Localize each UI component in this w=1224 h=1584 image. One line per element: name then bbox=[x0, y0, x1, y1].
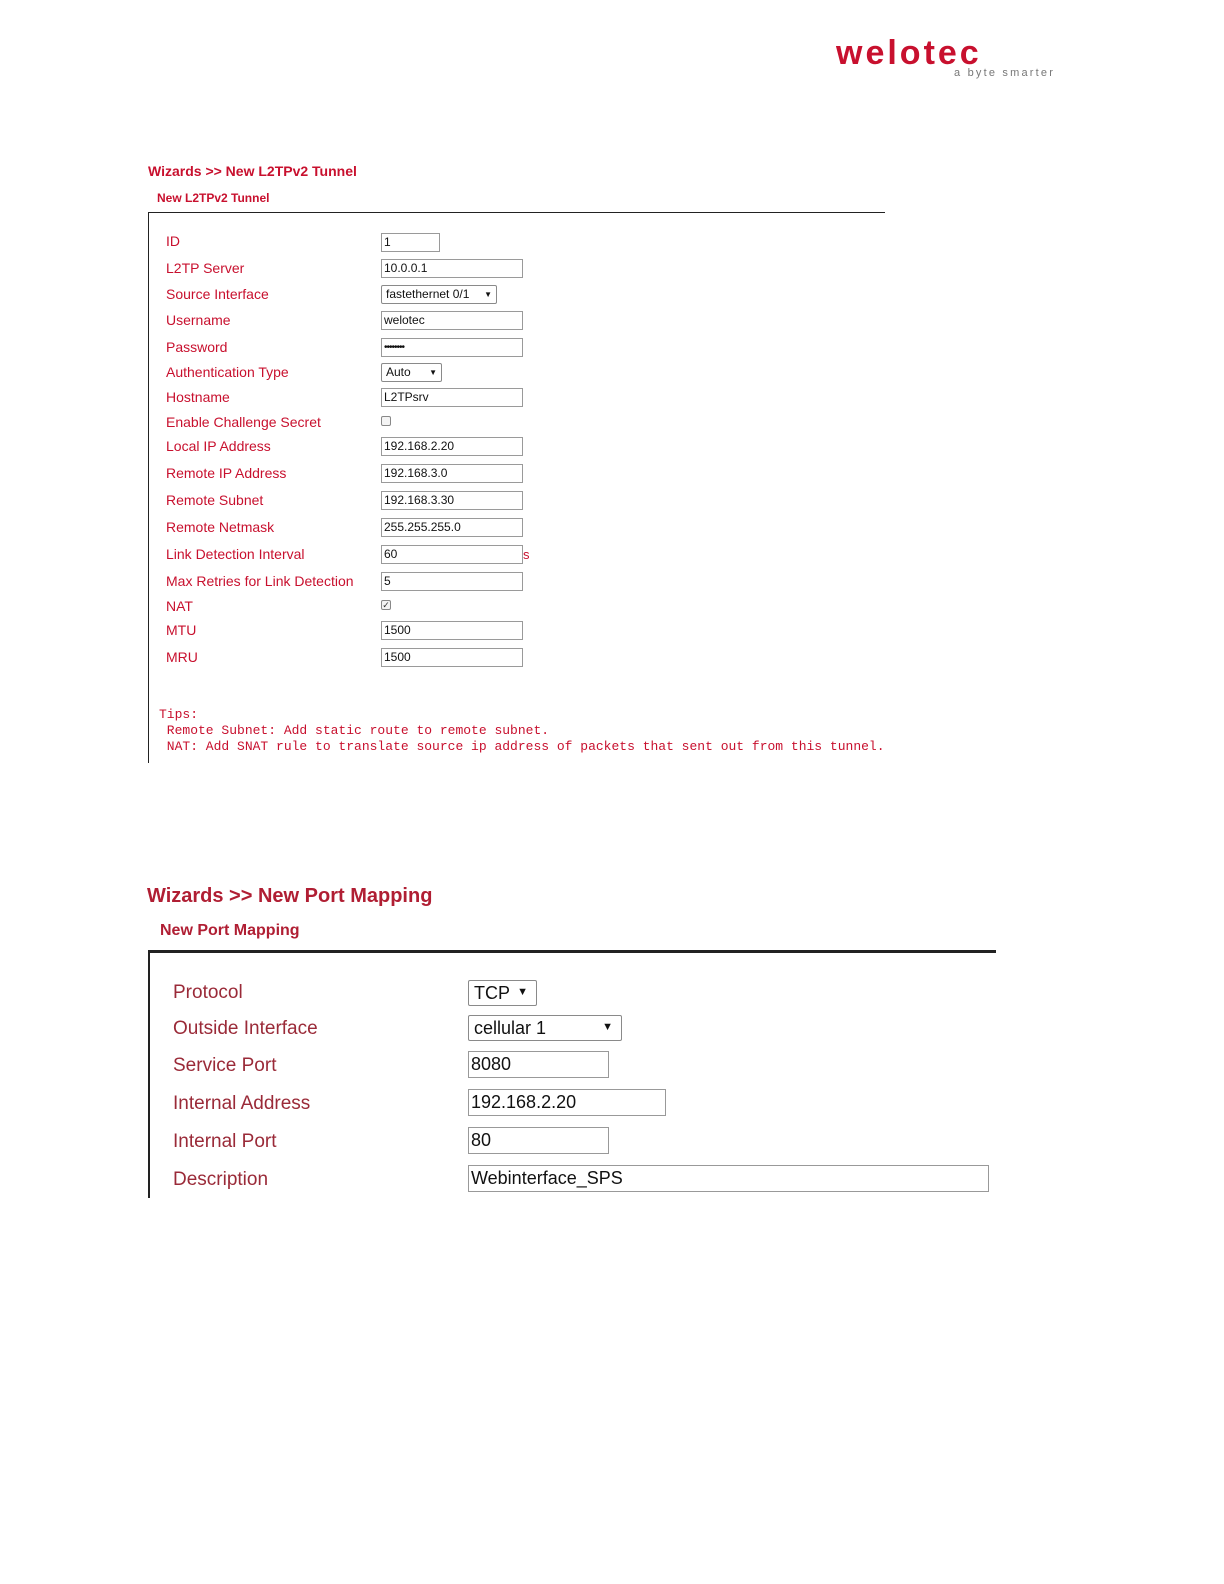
link-detection-interval-unit: s bbox=[523, 547, 530, 562]
mru-label: MRU bbox=[166, 649, 198, 665]
logo-wordmark: welotec bbox=[836, 38, 982, 72]
max-retries-input[interactable]: 5 bbox=[381, 572, 523, 591]
chevron-down-icon: ▼ bbox=[602, 1021, 613, 1033]
password-label: Password bbox=[166, 339, 228, 355]
section-title-l2tp: New L2TPv2 Tunnel bbox=[157, 191, 270, 205]
password-input[interactable]: •••••••• bbox=[381, 338, 523, 357]
service-port-label: Service Port bbox=[173, 1055, 277, 1076]
username-input[interactable]: welotec bbox=[381, 311, 523, 330]
logo-tagline: a byte smarter bbox=[954, 67, 1056, 79]
internal-address-label: Internal Address bbox=[173, 1093, 311, 1114]
description-input[interactable]: Webinterface_SPS bbox=[468, 1165, 989, 1192]
description-label: Description bbox=[173, 1169, 269, 1190]
outside-interface-label: Outside Interface bbox=[173, 1018, 318, 1039]
checkmark-icon: ✓ bbox=[382, 600, 390, 610]
remote-ip-input[interactable]: 192.168.3.0 bbox=[381, 464, 523, 483]
id-input[interactable]: 1 bbox=[381, 233, 440, 252]
chevron-down-icon: ▼ bbox=[429, 368, 437, 377]
chevron-down-icon: ▼ bbox=[517, 986, 528, 998]
protocol-value: TCP bbox=[474, 983, 510, 1003]
breadcrumb-port-mapping: Wizards >> New Port Mapping bbox=[147, 885, 433, 907]
l2tp-server-input[interactable]: 10.0.0.1 bbox=[381, 259, 523, 278]
hostname-label: Hostname bbox=[166, 389, 230, 405]
internal-address-input[interactable]: 192.168.2.20 bbox=[468, 1089, 666, 1116]
auth-type-label: Authentication Type bbox=[166, 364, 289, 380]
source-interface-value: fastethernet 0/1 bbox=[386, 287, 470, 301]
nat-checkbox[interactable] bbox=[381, 600, 391, 610]
auth-type-select[interactable] bbox=[381, 363, 442, 382]
max-retries-label: Max Retries for Link Detection bbox=[166, 573, 354, 589]
outside-interface-value: cellular 1 bbox=[474, 1018, 547, 1038]
outside-interface-select[interactable] bbox=[468, 1015, 622, 1041]
link-detection-interval-label: Link Detection Interval bbox=[166, 546, 305, 562]
breadcrumb-l2tp: Wizards >> New L2TPv2 Tunnel bbox=[148, 163, 357, 179]
mtu-input[interactable]: 1500 bbox=[381, 621, 523, 640]
internal-port-label: Internal Port bbox=[173, 1131, 277, 1152]
local-ip-label: Local IP Address bbox=[166, 438, 271, 454]
tips-heading: Tips: bbox=[159, 707, 199, 722]
remote-netmask-input[interactable]: 255.255.255.0 bbox=[381, 518, 523, 537]
source-interface-select[interactable] bbox=[381, 285, 497, 304]
username-label: Username bbox=[166, 312, 231, 328]
remote-ip-label: Remote IP Address bbox=[166, 465, 287, 481]
protocol-select[interactable] bbox=[468, 980, 537, 1006]
service-port-input[interactable]: 8080 bbox=[468, 1051, 609, 1078]
internal-port-input[interactable]: 80 bbox=[468, 1127, 609, 1154]
remote-netmask-label: Remote Netmask bbox=[166, 519, 275, 535]
mru-input[interactable]: 1500 bbox=[381, 648, 523, 667]
remote-subnet-input[interactable]: 192.168.3.30 bbox=[381, 491, 523, 510]
local-ip-input[interactable]: 192.168.2.20 bbox=[381, 437, 523, 456]
id-label: ID bbox=[166, 233, 180, 249]
remote-subnet-label: Remote Subnet bbox=[166, 492, 264, 508]
protocol-label: Protocol bbox=[173, 982, 243, 1003]
welotec-logo-mark bbox=[836, 38, 1076, 88]
mtu-label: MTU bbox=[166, 622, 197, 638]
hostname-input[interactable]: L2TPsrv bbox=[381, 388, 523, 407]
nat-label: NAT bbox=[166, 598, 193, 614]
l2tp-server-label: L2TP Server bbox=[166, 260, 245, 276]
challenge-secret-label: Enable Challenge Secret bbox=[166, 414, 321, 430]
chevron-down-icon: ▼ bbox=[484, 290, 492, 299]
section-title-port-mapping: New Port Mapping bbox=[160, 922, 300, 939]
tips-nat: NAT: Add SNAT rule to translate source ip address of packets that sent out from this tunnel. bbox=[159, 739, 885, 754]
auth-type-value: Auto bbox=[386, 365, 411, 379]
tips-remote-subnet: Remote Subnet: Add static route to remote subnet. bbox=[159, 723, 550, 738]
source-interface-label: Source Interface bbox=[166, 286, 269, 302]
challenge-secret-checkbox[interactable] bbox=[381, 416, 391, 426]
link-detection-interval-input[interactable]: 60 bbox=[381, 545, 523, 564]
